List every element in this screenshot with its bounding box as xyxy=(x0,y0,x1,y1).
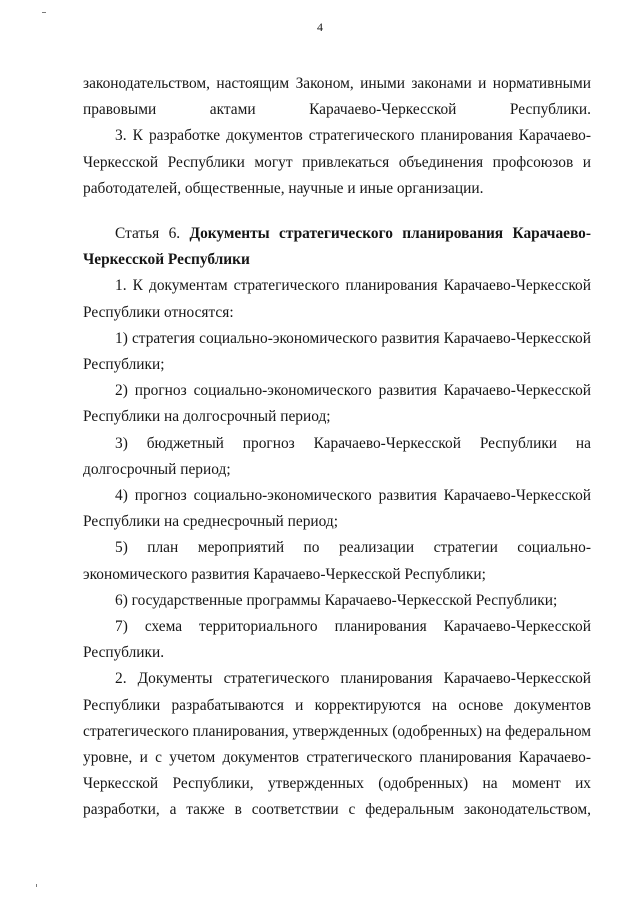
article-label: Статья 6. xyxy=(115,225,181,243)
article-heading xyxy=(83,221,591,273)
list-item: 6) государственные программы Карачаево-Черкесской Республики; xyxy=(115,591,558,609)
list-item: 4) прогноз социально-экономического развития Карачаево-Черкесской Республики на среднесрочный период; xyxy=(83,487,591,531)
list-item: 7) схема территориального планирования Карачаево-Черкесской Республики. xyxy=(83,618,591,662)
list-item: 1. К документам стратегического планирования Карачаево-Черкесской Республики относятся: xyxy=(83,277,591,321)
scan-mark-top xyxy=(42,12,46,13)
paragraph-3: 3. К разработке документов стратегического планирования Карачаево-Черкесской Республики могут привлекаться объединения профсоюзов и работодателей, общественные, научные и иные организации. xyxy=(83,127,591,197)
list-item: 2) прогноз социально-экономического развития Карачаево-Черкесской Республики на долгосрочный период; xyxy=(83,382,591,426)
list-item: 1) стратегия социально-экономического развития Карачаево-Черкесской Республики; xyxy=(83,329,591,374)
paragraph-continuation: законодательством, настоящим Законом, иными законами и нормативными правовыми актами Карачаево-Черкесской Республики. xyxy=(83,75,591,119)
article-title: Документы стратегического планирования Карачаево-Черкесской Республики xyxy=(83,225,592,269)
document-body xyxy=(83,71,591,824)
scan-mark-left xyxy=(36,884,37,887)
list-item: 3) бюджетный прогноз Карачаево-Черкесской Республики на долгосрочный период; xyxy=(83,434,591,478)
list-item: 5) план мероприятий по реализации стратегии социально-экономического развития Карачаево-Черкесской Республики; xyxy=(83,539,591,583)
list-item: 2. Документы стратегического планирования Карачаево-Черкесской Республики разрабатываются и корректируются на основе документов стратегического планирования, утвержденных (одобренных) на федеральном уровне, и с учетом документов стратегического планирования Карачаево-Черкесской Республики, утвержденных (одобренных) на момент их разработки, а также в соответствии с федеральным законодательством, xyxy=(83,670,591,819)
page-number: 4 xyxy=(317,20,323,34)
